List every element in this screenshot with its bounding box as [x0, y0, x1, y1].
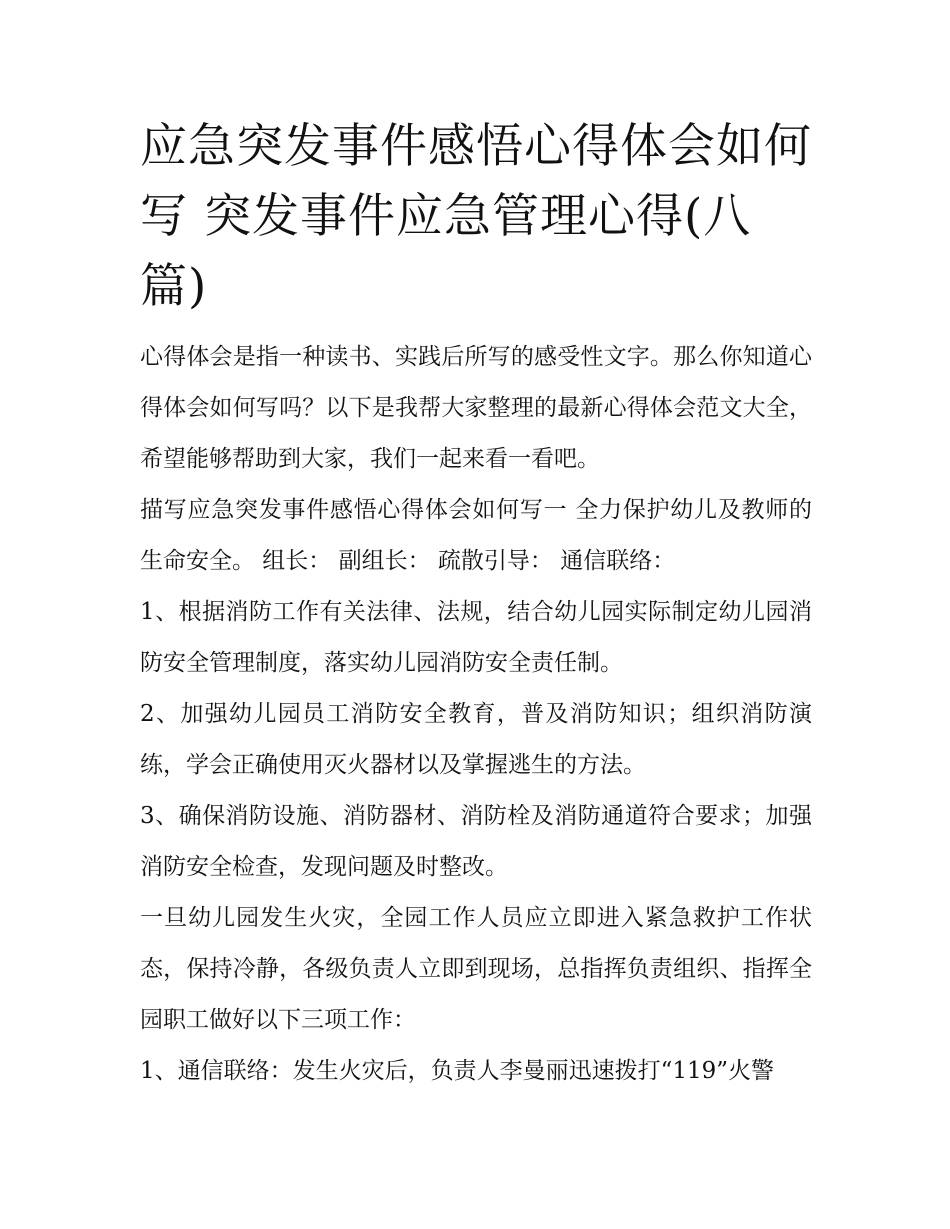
paragraph-fire-response: 一旦幼儿园发生火灾，全园工作人员应立即进入紧急救护工作状态，保持冷静，各级负责人立即到现场，总指挥负责组织、指挥全园职工做好以下三项工作： — [140, 905, 812, 1033]
paragraph-communication: 1、通信联络：发生火灾后，负责人李曼丽迅速拨打“119”火警 — [140, 1058, 775, 1084]
document-title: 应急突发事件感悟心得体会如何写 突发事件应急管理心得(八篇) — [140, 119, 812, 314]
paragraph-intro: 心得体会是指一种读书、实践后所写的感受性文字。那么你知道心得体会如何写吗？以下是我帮大家整理的最新心得体会范文大全，希望能够帮助到大家，我们一起来看一看吧。 — [140, 344, 812, 472]
paragraph-item-3: 3、确保消防设施、消防器材、消防栓及消防通道符合要求；加强消防安全检查，发现问题及时整改。 — [140, 803, 812, 880]
document-page — [140, 112, 812, 1097]
paragraph-item-2: 2、加强幼儿园员工消防安全教育，普及消防知识；组织消防演练，学会正确使用灭火器材以及掌握逃生的方法。 — [140, 701, 812, 778]
paragraph-item-1: 1、根据消防工作有关法律、法规，结合幼儿园实际制定幼儿园消防安全管理制度，落实幼儿园消防安全责任制。 — [140, 599, 812, 676]
paragraph-section-one: 描写应急突发事件感悟心得体会如何写一 全力保护幼儿及教师的生命安全。 组长： 副组长： 疏散引导： 通信联络： — [140, 497, 812, 574]
